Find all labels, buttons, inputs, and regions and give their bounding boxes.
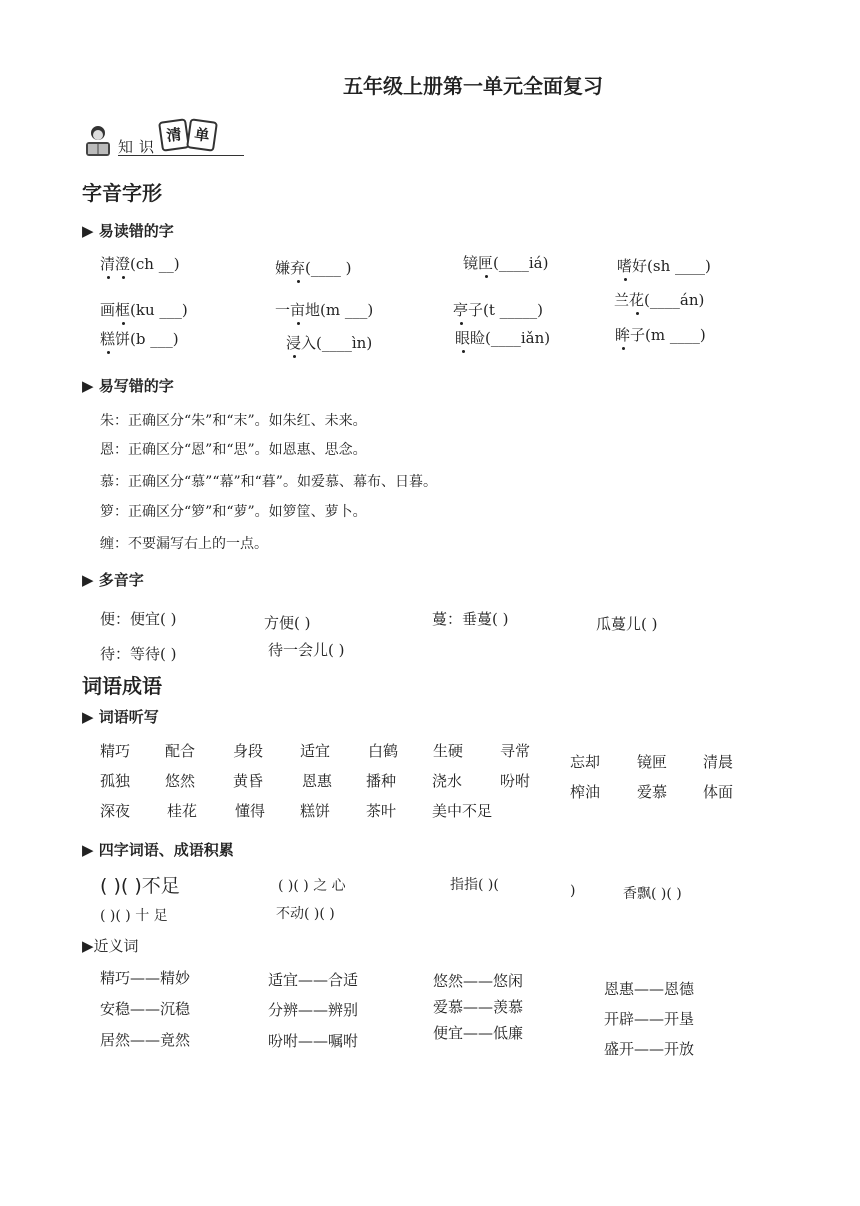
synonym-pair: 吩咐——嘱咐	[268, 1032, 359, 1050]
synonym-pair: 开辟——开垦	[604, 1010, 695, 1028]
word-cell: 深夜	[100, 802, 131, 820]
word-cell: 浇水	[432, 772, 463, 790]
pinyin-item: 镜匣(____iá)	[463, 254, 549, 272]
pinyin-item: 浸入(____ìn)	[286, 334, 373, 352]
word-cell: 桂花	[167, 802, 198, 820]
word-cell: 懂得	[235, 802, 266, 820]
word-cell: 身段	[233, 742, 264, 760]
pinyin-item: 眼睑(____iǎn)	[455, 329, 551, 347]
subheading-dictation: ▶ 词语听写	[82, 708, 159, 726]
write-rule-line: 恩：正确区分“恩”和“思”。如恩惠、思念。	[100, 442, 367, 458]
polyphone-item: 便：便宜( )	[100, 610, 177, 628]
idiom-blank: ( )( )不足	[100, 875, 180, 897]
word-cell: 黄昏	[233, 772, 264, 790]
logo-stamp-qing: 清	[158, 118, 190, 152]
pinyin-item: 亭子(t _____)	[453, 301, 544, 319]
synonym-pair: 悠然——悠闲	[433, 972, 524, 990]
section-heading-pronunciation: 字音字形	[82, 181, 162, 205]
pinyin-item: 眸子(m ____)	[615, 326, 706, 344]
subheading-easy-read: ▶ 易读错的字	[82, 222, 174, 240]
pinyin-item: 画框(ku ___)	[100, 301, 188, 319]
logo-underline	[118, 155, 244, 156]
polyphone-item: 瓜蔓儿( )	[596, 615, 658, 633]
subheading-easy-write: ▶ 易写错的字	[82, 377, 174, 395]
word-cell: 体面	[703, 783, 734, 801]
pinyin-item: 清澄(ch __)	[100, 255, 180, 273]
logo-text: 知识	[118, 138, 161, 156]
pinyin-item: 一亩地(m ___)	[275, 301, 374, 319]
word-cell: 吩咐	[500, 772, 531, 790]
reading-child-icon	[82, 124, 114, 158]
knowledge-list-logo	[82, 118, 244, 160]
polyphone-item: 待一会儿( )	[268, 641, 345, 659]
word-cell: 配合	[165, 742, 196, 760]
word-cell: 爱慕	[637, 783, 668, 801]
subheading-synonyms: ▶近义词	[82, 937, 139, 955]
polyphone-item: 蔓：垂蔓( )	[432, 610, 509, 628]
word-cell: 悠然	[165, 772, 196, 790]
idiom-blank: )	[570, 883, 576, 899]
word-cell: 孤独	[100, 772, 131, 790]
idiom-blank: 香飘( )( )	[623, 886, 682, 902]
subheading-idioms: ▶ 四字词语、成语积累	[82, 841, 234, 859]
synonym-pair: 分辨——辨别	[268, 1001, 359, 1019]
synonym-pair: 精巧——精妙	[100, 969, 191, 987]
word-cell: 恩惠	[302, 772, 333, 790]
word-cell: 糕饼	[300, 802, 331, 820]
write-rule-line: 箩：正确区分“箩”和“萝”。如箩筐、萝卜。	[100, 504, 367, 520]
word-cell: 寻常	[500, 742, 531, 760]
page-title: 五年级上册第一单元全面复习	[343, 74, 603, 98]
word-cell: 美中不足	[432, 802, 493, 820]
word-cell: 生硬	[433, 742, 464, 760]
synonym-pair: 便宜——低廉	[433, 1024, 524, 1042]
pinyin-item: 嗜好(sh ____)	[617, 257, 711, 275]
synonym-pair: 爱慕——羡慕	[433, 998, 524, 1016]
idiom-blank: ( )( ) 十 足	[100, 908, 168, 924]
word-cell: 清晨	[703, 753, 734, 771]
pinyin-item: 兰花(____án)	[614, 291, 705, 309]
word-cell: 适宜	[300, 742, 331, 760]
section-heading-vocabulary: 词语成语	[82, 674, 162, 698]
synonym-pair: 盛开——开放	[604, 1040, 695, 1058]
word-cell: 白鹤	[368, 742, 399, 760]
word-cell: 镜匣	[637, 753, 668, 771]
polyphone-item: 方便( )	[264, 614, 311, 632]
write-rule-line: 慕：正确区分“慕”“幕”和“暮”。如爱慕、幕布、日暮。	[100, 474, 437, 490]
write-rule-line: 缠：不要漏写右上的一点。	[100, 536, 268, 552]
word-cell: 播种	[366, 772, 397, 790]
logo-stamp-dan: 单	[186, 118, 218, 152]
word-cell: 忘却	[570, 753, 601, 771]
idiom-blank: 不动( )( )	[276, 906, 335, 922]
word-cell: 茶叶	[366, 802, 397, 820]
idiom-blank: ( )( ) 之 心	[278, 878, 346, 894]
pinyin-item: 嫌弃(____ )	[275, 259, 352, 277]
pinyin-item: 糕饼(b ___)	[100, 330, 179, 348]
word-cell: 精巧	[100, 742, 131, 760]
subheading-polyphone: ▶ 多音字	[82, 571, 144, 589]
idiom-blank: 指指( )(	[450, 877, 499, 893]
word-cell: 榨油	[570, 783, 601, 801]
polyphone-item: 待：等待( )	[100, 645, 177, 663]
write-rule-line: 朱：正确区分“朱”和“末”。如朱红、未来。	[100, 413, 367, 429]
synonym-pair: 居然——竟然	[100, 1031, 191, 1049]
synonym-pair: 恩惠——恩德	[604, 980, 695, 998]
synonym-pair: 适宜——合适	[268, 971, 359, 989]
synonym-pair: 安稳——沉稳	[100, 1000, 191, 1018]
